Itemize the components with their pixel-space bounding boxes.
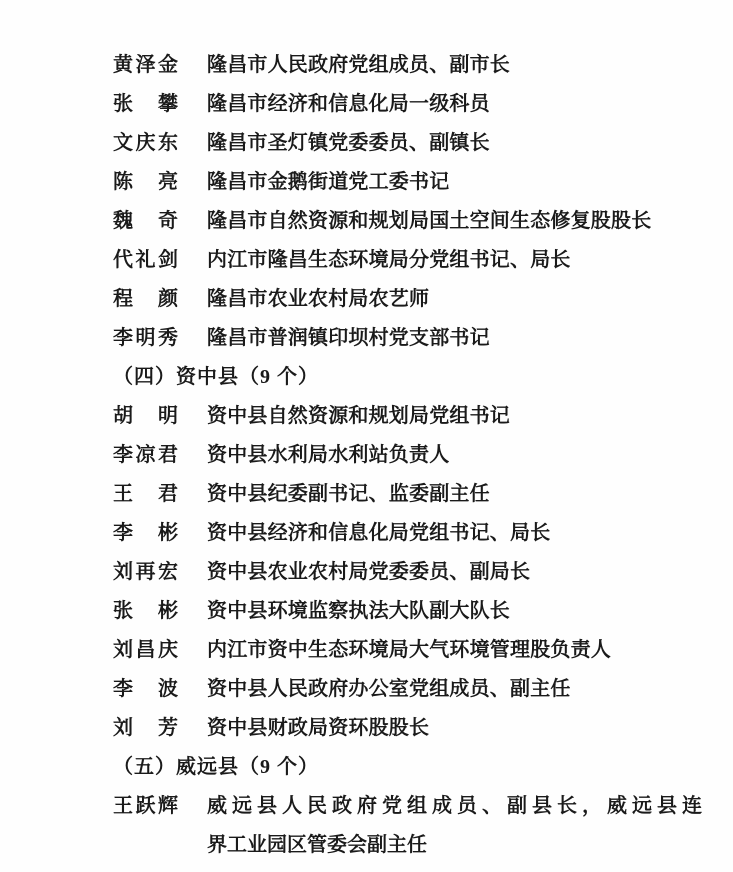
person-name: 王跃辉 — [113, 795, 181, 817]
person-title: 资中县水利局水利站负责人 — [207, 444, 450, 466]
person-name: 李明秀 — [113, 327, 181, 349]
person-name: 王 君 — [113, 483, 181, 505]
entry-row — [113, 319, 733, 358]
title-continuation-line: 界工业园区管委会副主任 — [207, 834, 427, 856]
person-title: 内江市资中生态环境局大气环境管理股负责人 — [207, 639, 611, 661]
person-name: 刘 芳 — [113, 717, 181, 739]
person-title: 资中县农业农村局党委委员、副局长 — [207, 561, 531, 583]
entry-row — [113, 124, 733, 163]
person-name: 魏 奇 — [113, 210, 181, 232]
person-title: 资中县财政局资环股股长 — [207, 717, 430, 739]
person-name: 代礼剑 — [113, 249, 181, 271]
person-name: 李凉君 — [113, 444, 181, 466]
person-name: 胡 明 — [113, 405, 181, 427]
person-name: 刘昌庆 — [113, 639, 181, 661]
person-name: 程 颜 — [113, 288, 181, 310]
entry-row — [113, 46, 733, 85]
person-name: 李 波 — [113, 678, 181, 700]
person-title: 隆昌市农业农村局农艺师 — [207, 288, 430, 310]
person-name: 刘再宏 — [113, 561, 181, 583]
person-name: 黄泽金 — [113, 54, 181, 76]
person-title: 隆昌市圣灯镇党委委员、副镇长 — [207, 132, 490, 154]
person-title: 隆昌市金鹅街道党工委书记 — [207, 171, 450, 193]
person-name: 李 彬 — [113, 522, 181, 544]
entry-row — [113, 475, 733, 514]
entry-row — [113, 280, 733, 319]
person-title: 隆昌市普润镇印坝村党支部书记 — [207, 327, 490, 349]
personnel-list — [113, 46, 733, 865]
entry-row — [113, 670, 733, 709]
section-heading: （五）威远县（9 个） — [113, 756, 319, 778]
entry-row — [113, 553, 733, 592]
entry-row — [113, 241, 733, 280]
person-title: 资中县纪委副书记、监委副主任 — [207, 483, 490, 505]
person-name: 张 攀 — [113, 93, 181, 115]
person-title: 威远县人民政府党组成员、副县长，威远县连 — [207, 795, 707, 817]
entry-row — [113, 397, 733, 436]
person-title: 隆昌市经济和信息化局一级科员 — [207, 93, 490, 115]
person-title: 资中县经济和信息化局党组书记、局长 — [207, 522, 551, 544]
person-title: 内江市隆昌生态环境局分党组书记、局长 — [207, 249, 571, 271]
entry-row — [113, 592, 733, 631]
entry-row — [113, 631, 733, 670]
person-title: 资中县人民政府办公室党组成员、副主任 — [207, 678, 571, 700]
person-title: 资中县自然资源和规划局党组书记 — [207, 405, 510, 427]
entry-row — [113, 709, 733, 748]
entry-row — [113, 85, 733, 124]
entry-row — [113, 436, 733, 475]
entry-row — [113, 202, 733, 241]
entry-row — [113, 787, 733, 826]
person-name: 文庆东 — [113, 132, 181, 154]
entry-row — [113, 514, 733, 553]
section-heading: （四）资中县（9 个） — [113, 366, 319, 388]
person-name: 张 彬 — [113, 600, 181, 622]
person-title: 隆昌市人民政府党组成员、副市长 — [207, 54, 510, 76]
entry-row — [113, 163, 733, 202]
person-title: 资中县环境监察执法大队副大队长 — [207, 600, 510, 622]
person-name: 陈 亮 — [113, 171, 181, 193]
person-title: 隆昌市自然资源和规划局国土空间生态修复股股长 — [207, 210, 652, 232]
